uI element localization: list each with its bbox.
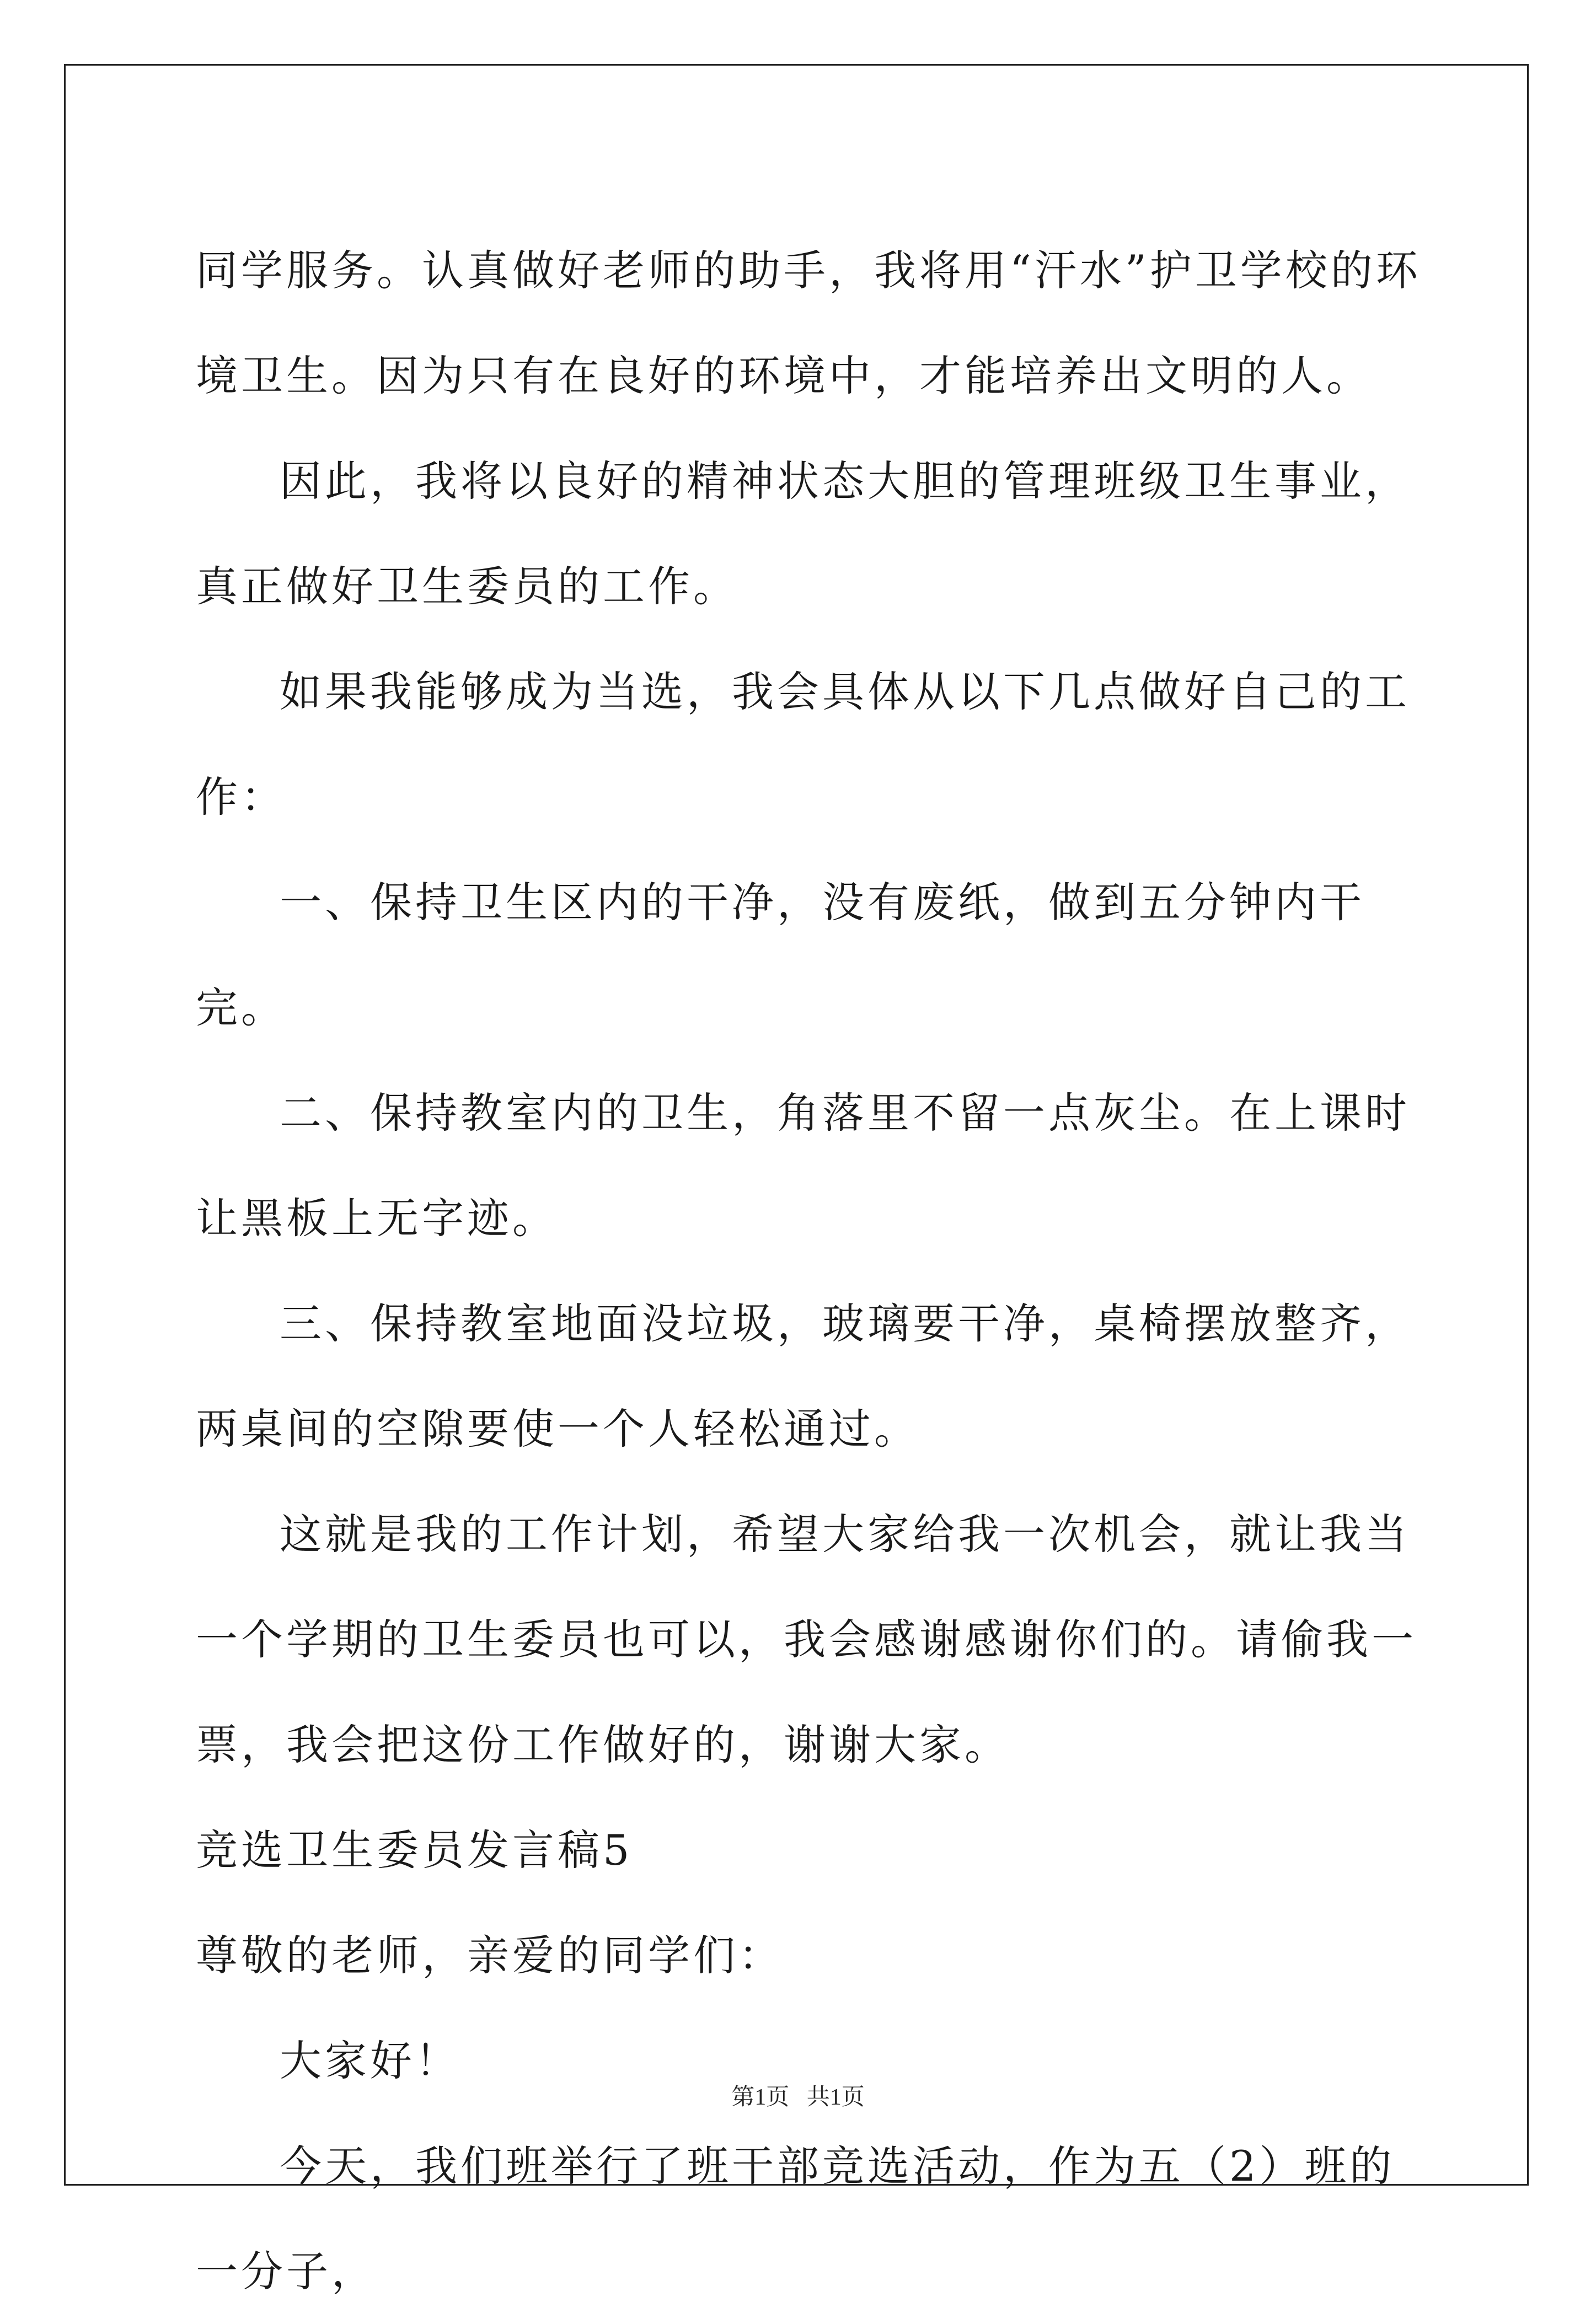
document-body	[196, 218, 1431, 2324]
list-item-1: 一、保持卫生区内的干净，没有废纸，做到五分钟内干完。	[196, 878, 1365, 1032]
salutation: 尊敬的老师，亲爱的同学们：	[196, 1931, 784, 1980]
paragraph-2: 因此，我将以良好的精神状态大胆的管理班级卫生事业，真正做好卫生委员的工作。	[196, 457, 1410, 611]
paragraph-1: 同学服务。认真做好老师的助手，我将用“汗水”护卫学校的环境卫生。因为只有在良好的环境中，才能培养出文明的人。	[196, 246, 1421, 400]
greeting: 大家好！	[280, 2036, 460, 2085]
paragraph-3: 如果我能够成为当选，我会具体从以下几点做好自己的工作：	[196, 667, 1410, 822]
paragraph-closing: 这就是我的工作计划，希望大家给我一次机会，就让我当一个学期的卫生委员也可以，我会感谢感谢你们的。请偷我一票，我会把这份工作做好的，谢谢大家。	[196, 1510, 1417, 1769]
page-footer: 第1页 共1页	[731, 2085, 865, 2110]
list-item-3: 三、保持教室地面没垃圾，玻璃要干净，桌椅摆放整齐，两桌间的空隙要使一个人轻松通过。	[196, 1299, 1410, 1453]
list-item-2: 二、保持教室内的卫生，角落里不留一点灰尘。在上课时让黑板上无字迹。	[196, 1088, 1410, 1243]
paragraph-last: 今天，我们班举行了班干部竞选活动，作为五（2）班的一分子，	[196, 2141, 1395, 2296]
section-heading: 竞选卫生委员发言稿5	[196, 1826, 633, 1875]
